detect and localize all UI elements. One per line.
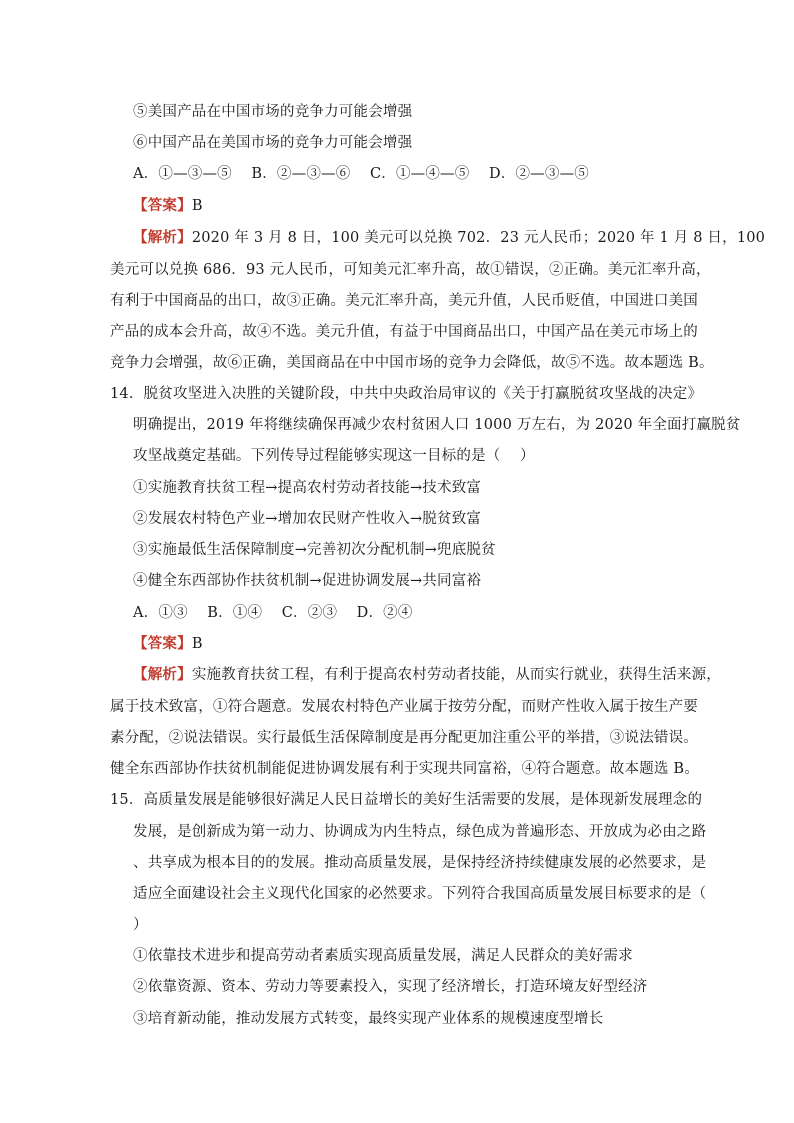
q14-stem-line-2: 明确提出，2019 年将继续确保再减少农村贫困人口 1000 万左右，为 2020 年全面打赢脱贫 [133, 417, 741, 433]
analysis-tag: 【解析】 [133, 229, 192, 246]
q15-option-2: ②依靠资源、资本、劳动力等要素投入，实现了经济增长，打造环境友好型经济 [133, 979, 648, 995]
q15-stem-line-3: 、共享成为根本目的的发展。推动高质量发展，是保持经济持续健康发展的必然要求，是 [133, 855, 707, 871]
answer-tag: 【答案】 [133, 635, 192, 652]
answer-value: B [191, 198, 203, 214]
q15-option-1: ①依靠技术进步和提高劳动者素质实现高质量发展，满足人民群众的美好需求 [133, 948, 633, 964]
q14-analysis-line-4: 健全东西部协作扶贫机制能促进协调发展有利于实现共同富裕，④符合题意。故本题选 B。 [110, 761, 699, 777]
q13-answer [133, 196, 203, 216]
q14-stem-line-1: 14．脱贫攻坚进入决胜的关键阶段，中共中央政治局审议的《关于打赢脱贫攻坚战的决定》 [110, 386, 703, 402]
q15-option-3: ③培育新动能，推动发展方式转变，最终实现产业体系的规模速度型增长 [133, 1011, 604, 1027]
q14-choices: A．①③ B．①④ C．②③ D．②④ [133, 605, 413, 621]
q14-stem-line-3: 攻坚战奠定基础。下列传导过程能够实现这一目标的是（ ） [133, 448, 535, 464]
answer-tag: 【答案】 [133, 197, 192, 214]
analysis-tag: 【解析】 [133, 666, 192, 683]
q15-stem-line-4: 适应全面建设社会主义现代化国家的必然要求。下列符合我国高质量发展目标要求的是（ [133, 886, 707, 902]
q13-analysis-line-2: 美元可以兑换 686．93 元人民币，可知美元汇率升高，故①错误，②正确。美元汇率升高， [110, 262, 711, 278]
q13-option-6: ⑥中国产品在美国市场的竞争力可能会增强 [133, 135, 413, 151]
q14-analysis-line-3: 素分配，②说法错误。实行最低生活保障制度是再分配更加注重公平的举措，③说法错误。 [110, 730, 698, 746]
q13-option-5: ⑤美国产品在中国市场的竞争力可能会增强 [133, 104, 413, 120]
q14-analysis-line-2: 属于技术致富，①符合题意。发展农村特色产业属于按劳分配，而财产性收入属于按生产要 [110, 699, 698, 715]
q15-stem-line-5: ） [133, 917, 148, 933]
q14-option-1: ①实施教育扶贫工程→提高农村劳动者技能→技术致富 [133, 480, 482, 496]
q14-option-3: ③实施最低生活保障制度→完善初次分配机制→兜底脱贫 [133, 542, 496, 558]
q14-analysis-line-1: 【解析】实施教育扶贫工程，有利于提高农村劳动者技能，从而实行就业，获得生活来源， [133, 666, 722, 683]
q14-answer [133, 634, 203, 654]
q13-analysis-line-1: 【解析】2020 年 3 月 8 日，100 美元可以兑换 702．23 元人民币；2020 年 1 月 8 日，100 [133, 229, 766, 246]
q13-analysis-line-3: 有利于中国商品的出口，故③正确。美元汇率升高，美元升值，人民币贬值，中国进口美国 [110, 293, 698, 309]
q13-analysis-line-5: 竞争力会增强，故⑥正确，美国商品在中中国市场的竞争力会降低，故⑤不选。故本题选 B。 [110, 355, 714, 371]
q13-analysis-line-4: 产品的成本会升高，故④不选。美元升值，有益于中国商品出口，中国产品在美元市场上的 [110, 324, 698, 340]
q14-option-4: ④健全东西部协作扶贫机制→促进协调发展→共同富裕 [133, 573, 482, 589]
q13-choices: A．①—③—⑤ B．②—③—⑥ C．①—④—⑤ D．②—③—⑤ [133, 166, 589, 182]
answer-value: B [191, 636, 203, 652]
q14-option-2: ②发展农村特色产业→增加农民财产性收入→脱贫致富 [133, 511, 482, 527]
q15-stem-line-1: 15．高质量发展是能够很好满足人民日益增长的美好生活需要的发展，是体现新发展理念的 [110, 792, 703, 808]
q15-stem-line-2: 发展，是创新成为第一动力、协调成为内生特点，绿色成为普遍形态、开放成为必由之路 [133, 824, 707, 840]
